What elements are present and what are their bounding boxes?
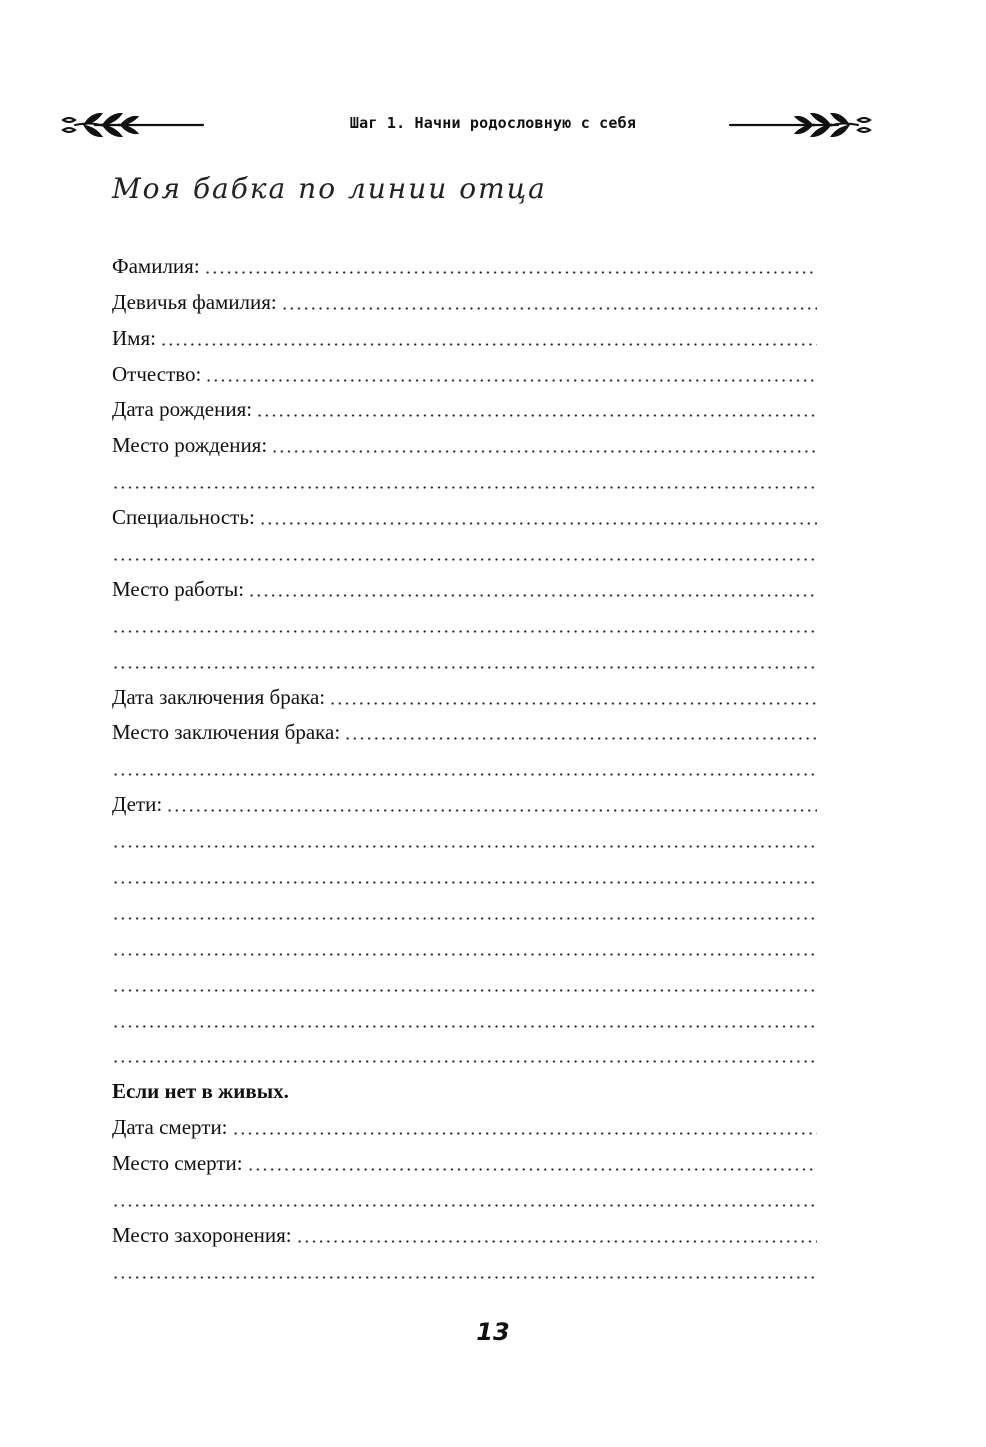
form-field[interactable] — [112, 1104, 817, 1140]
form-lines — [112, 243, 817, 1284]
form-field[interactable] — [112, 279, 817, 315]
dotted-fill-line[interactable] — [112, 1025, 817, 1028]
dotted-fill-line[interactable] — [112, 989, 817, 992]
form-continuation-line[interactable] — [112, 638, 817, 674]
dotted-fill-line[interactable] — [256, 414, 817, 417]
dotted-fill-line[interactable] — [112, 881, 817, 884]
dotted-fill-line[interactable] — [259, 522, 817, 525]
section-heading: Моя бабка по линии отца — [112, 172, 547, 205]
dotted-fill-line[interactable] — [296, 1240, 817, 1243]
form-field[interactable] — [112, 1140, 817, 1176]
form-field[interactable] — [112, 566, 817, 602]
form-field-label: Фамилия: — [112, 253, 200, 278]
dotted-fill-line[interactable] — [329, 702, 817, 705]
form-continuation-line[interactable] — [112, 1033, 817, 1069]
dotted-fill-line[interactable] — [281, 307, 817, 310]
form-continuation-line[interactable] — [112, 925, 817, 961]
form-continuation-line[interactable] — [112, 1248, 817, 1284]
form-continuation-line[interactable] — [112, 997, 817, 1033]
dotted-fill-line[interactable] — [112, 630, 817, 633]
form-field-label: Место заключения брака: — [112, 720, 341, 745]
running-header — [0, 100, 986, 150]
form-field-label: Дата рождения: — [112, 397, 253, 422]
dotted-fill-line[interactable] — [112, 558, 817, 561]
dotted-fill-line[interactable] — [205, 379, 817, 382]
dotted-fill-line[interactable] — [112, 773, 817, 776]
form-field[interactable] — [112, 422, 817, 458]
form-field[interactable] — [112, 387, 817, 423]
form-continuation-line[interactable] — [112, 1176, 817, 1212]
dotted-fill-line[interactable] — [166, 809, 817, 812]
form-continuation-line[interactable] — [112, 817, 817, 853]
dotted-fill-line[interactable] — [271, 450, 817, 453]
dotted-fill-line[interactable] — [232, 1132, 817, 1135]
form-field-label: Если нет в живых. — [112, 1079, 289, 1104]
form-field[interactable] — [112, 674, 817, 710]
form-continuation-line[interactable] — [112, 745, 817, 781]
dotted-fill-line[interactable] — [112, 1060, 817, 1063]
form-continuation-line[interactable] — [112, 853, 817, 889]
form-continuation-line[interactable] — [112, 889, 817, 925]
form-field-label: Место смерти: — [112, 1151, 243, 1176]
page-number: 13 — [476, 1318, 510, 1346]
leaf-branch-icon — [728, 100, 878, 150]
dotted-fill-line[interactable] — [112, 1204, 817, 1207]
form-field-label: Имя: — [112, 325, 156, 350]
dotted-fill-line[interactable] — [112, 917, 817, 920]
form-field[interactable] — [112, 1212, 817, 1248]
dotted-fill-line[interactable] — [112, 486, 817, 489]
form-continuation-line[interactable] — [112, 458, 817, 494]
form-field-label: Место захоронения: — [112, 1222, 292, 1247]
form-field-label: Девичья фамилия: — [112, 289, 277, 314]
form-field[interactable] — [112, 315, 817, 351]
dotted-fill-line[interactable] — [247, 1168, 817, 1171]
form-field-label: Место рождения: — [112, 433, 268, 458]
dotted-fill-line[interactable] — [112, 953, 817, 956]
form-field[interactable] — [112, 243, 817, 279]
form-field[interactable] — [112, 351, 817, 387]
form-field-label: Дата смерти: — [112, 1115, 228, 1140]
dotted-fill-line[interactable] — [160, 343, 817, 346]
form-field[interactable] — [112, 781, 817, 817]
dotted-fill-line[interactable] — [112, 845, 817, 848]
form-field-label: Отчество: — [112, 361, 202, 386]
running-header-title: Шаг 1. Начни родословную с себя — [349, 114, 637, 132]
form-field-label: Дата заключения брака: — [112, 684, 326, 709]
dotted-fill-line[interactable] — [112, 1276, 817, 1279]
dotted-fill-line[interactable] — [204, 271, 817, 274]
form-continuation-line[interactable] — [112, 602, 817, 638]
dotted-fill-line[interactable] — [248, 594, 817, 597]
dotted-fill-line[interactable] — [344, 737, 817, 740]
form-continuation-line[interactable] — [112, 530, 817, 566]
dotted-fill-line[interactable] — [112, 666, 817, 669]
form-field[interactable] — [112, 494, 817, 530]
form-field[interactable] — [112, 710, 817, 746]
form-field-label: Дети: — [112, 792, 163, 817]
form-continuation-line[interactable] — [112, 961, 817, 997]
form-field-label: Место работы: — [112, 576, 245, 601]
section-note — [112, 1068, 817, 1104]
form-field-label: Специальность: — [112, 505, 255, 530]
